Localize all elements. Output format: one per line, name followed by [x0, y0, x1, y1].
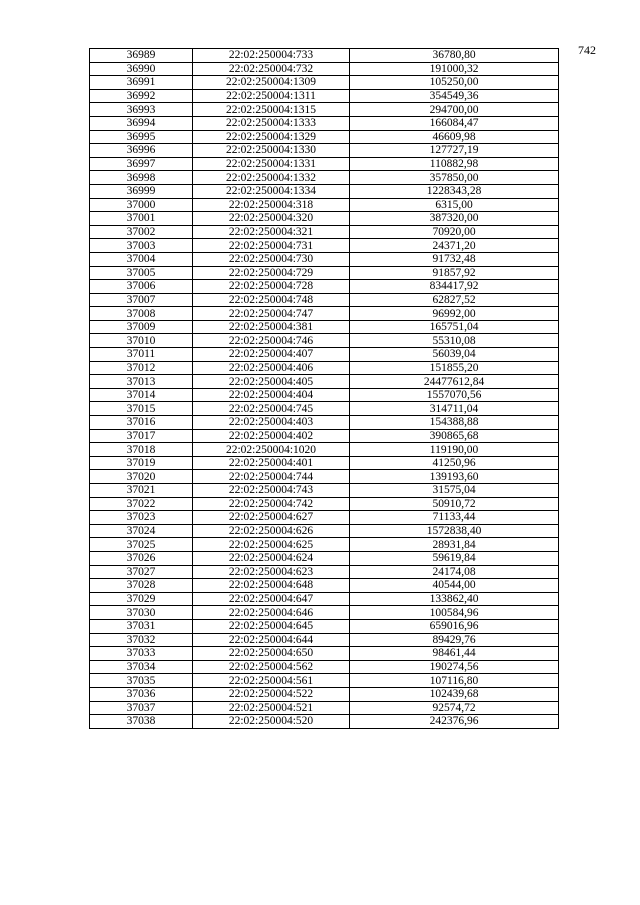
table-row — [90, 157, 559, 171]
row-number-cell: 37003 — [90, 239, 193, 253]
table-row — [90, 619, 559, 633]
table-row — [90, 647, 559, 661]
row-number-cell: 36992 — [90, 89, 193, 103]
table-row — [90, 293, 559, 307]
cadastral-number-cell: 22:02:250004:729 — [193, 266, 350, 280]
table-row — [90, 103, 559, 117]
cadastral-number-cell: 22:02:250004:626 — [193, 524, 350, 538]
table-row — [90, 388, 559, 402]
cadastral-number-cell: 22:02:250004:1309 — [193, 76, 350, 90]
row-number-cell: 37013 — [90, 375, 193, 389]
cadastral-number-cell: 22:02:250004:624 — [193, 551, 350, 565]
cadastral-number-cell: 22:02:250004:646 — [193, 606, 350, 620]
table-row — [90, 606, 559, 620]
cadastral-number-cell: 22:02:250004:627 — [193, 511, 350, 525]
table-row — [90, 375, 559, 389]
row-number-cell: 37012 — [90, 361, 193, 375]
table-row — [90, 280, 559, 294]
cadastral-number-cell: 22:02:250004:1020 — [193, 443, 350, 457]
cadastral-value-cell: 659016,96 — [350, 619, 559, 633]
cadastral-number-cell: 22:02:250004:625 — [193, 538, 350, 552]
row-number-cell: 37022 — [90, 497, 193, 511]
cadastral-number-cell: 22:02:250004:730 — [193, 252, 350, 266]
cadastral-value-cell: 107116,80 — [350, 674, 559, 688]
cadastral-number-cell: 22:02:250004:381 — [193, 320, 350, 334]
row-number-cell: 36996 — [90, 144, 193, 158]
cadastral-value-cell: 28931,84 — [350, 538, 559, 552]
row-number-cell: 37019 — [90, 456, 193, 470]
cadastral-value-cell: 191000,32 — [350, 62, 559, 76]
cadastral-number-cell: 22:02:250004:742 — [193, 497, 350, 511]
cadastral-value-cell: 133862,40 — [350, 592, 559, 606]
row-number-cell: 36991 — [90, 76, 193, 90]
cadastral-value-cell: 98461,44 — [350, 647, 559, 661]
cadastral-value-cell: 24371,20 — [350, 239, 559, 253]
cadastral-number-cell: 22:02:250004:522 — [193, 687, 350, 701]
table-row — [90, 239, 559, 253]
cadastral-number-cell: 22:02:250004:1332 — [193, 171, 350, 185]
cadastral-number-cell: 22:02:250004:731 — [193, 239, 350, 253]
row-number-cell: 37011 — [90, 348, 193, 362]
table-row — [90, 660, 559, 674]
cadastral-value-cell: 62827,52 — [350, 293, 559, 307]
cadastral-value-cell: 55310,08 — [350, 334, 559, 348]
table-row — [90, 130, 559, 144]
row-number-cell: 37018 — [90, 443, 193, 457]
cadastral-number-cell: 22:02:250004:407 — [193, 348, 350, 362]
row-number-cell: 37027 — [90, 565, 193, 579]
row-number-cell: 37017 — [90, 429, 193, 443]
table-row — [90, 579, 559, 593]
cadastral-number-cell: 22:02:250004:728 — [193, 280, 350, 294]
cadastral-number-cell: 22:02:250004:748 — [193, 293, 350, 307]
row-number-cell: 37025 — [90, 538, 193, 552]
row-number-cell: 36995 — [90, 130, 193, 144]
cadastral-value-cell: 91732,48 — [350, 252, 559, 266]
row-number-cell: 36998 — [90, 171, 193, 185]
table-row — [90, 307, 559, 321]
table-row — [90, 334, 559, 348]
table-row — [90, 76, 559, 90]
row-number-cell: 37030 — [90, 606, 193, 620]
row-number-cell: 37010 — [90, 334, 193, 348]
cadastral-value-cell: 41250,96 — [350, 456, 559, 470]
row-number-cell: 37035 — [90, 674, 193, 688]
cadastral-number-cell: 22:02:250004:401 — [193, 456, 350, 470]
cadastral-value-cell: 50910,72 — [350, 497, 559, 511]
row-number-cell: 37028 — [90, 579, 193, 593]
cadastral-value-cell: 89429,76 — [350, 633, 559, 647]
cadastral-value-cell: 242376,96 — [350, 715, 559, 729]
cadastral-value-cell: 40544,00 — [350, 579, 559, 593]
row-number-cell: 37009 — [90, 320, 193, 334]
cadastral-value-cell: 6315,00 — [350, 198, 559, 212]
cadastral-number-cell: 22:02:250004:644 — [193, 633, 350, 647]
cadastral-value-cell: 154388,88 — [350, 416, 559, 430]
cadastral-value-cell: 314711,04 — [350, 402, 559, 416]
table-row — [90, 184, 559, 198]
cadastral-number-cell: 22:02:250004:647 — [193, 592, 350, 606]
cadastral-value-cell: 165751,04 — [350, 320, 559, 334]
table-row — [90, 565, 559, 579]
row-number-cell: 37016 — [90, 416, 193, 430]
cadastral-value-cell: 834417,92 — [350, 280, 559, 294]
cadastral-value-cell: 56039,04 — [350, 348, 559, 362]
cadastral-number-cell: 22:02:250004:404 — [193, 388, 350, 402]
row-number-cell: 36990 — [90, 62, 193, 76]
cadastral-number-cell: 22:02:250004:405 — [193, 375, 350, 389]
cadastral-number-cell: 22:02:250004:562 — [193, 660, 350, 674]
table-row — [90, 416, 559, 430]
row-number-cell: 37026 — [90, 551, 193, 565]
row-number-cell: 36997 — [90, 157, 193, 171]
table-row — [90, 225, 559, 239]
cadastral-value-cell: 36780,80 — [350, 49, 559, 63]
table-row — [90, 320, 559, 334]
row-number-cell: 37038 — [90, 715, 193, 729]
table-row — [90, 361, 559, 375]
cadastral-number-cell: 22:02:250004:318 — [193, 198, 350, 212]
cadastral-number-cell: 22:02:250004:1329 — [193, 130, 350, 144]
cadastral-value-cell: 151855,20 — [350, 361, 559, 375]
row-number-cell: 37004 — [90, 252, 193, 266]
cadastral-value-table — [89, 48, 559, 729]
cadastral-number-cell: 22:02:250004:1334 — [193, 184, 350, 198]
cadastral-number-cell: 22:02:250004:744 — [193, 470, 350, 484]
cadastral-number-cell: 22:02:250004:648 — [193, 579, 350, 593]
cadastral-value-cell: 91857,92 — [350, 266, 559, 280]
cadastral-number-cell: 22:02:250004:520 — [193, 715, 350, 729]
page-number: 742 — [578, 43, 596, 57]
table-row — [90, 592, 559, 606]
row-number-cell: 37015 — [90, 402, 193, 416]
cadastral-number-cell: 22:02:250004:1315 — [193, 103, 350, 117]
cadastral-value-cell: 59619,84 — [350, 551, 559, 565]
row-number-cell: 37037 — [90, 701, 193, 715]
cadastral-value-cell: 1557070,56 — [350, 388, 559, 402]
table-row — [90, 198, 559, 212]
cadastral-value-cell: 119190,00 — [350, 443, 559, 457]
row-number-cell: 37034 — [90, 660, 193, 674]
cadastral-value-cell: 110882,98 — [350, 157, 559, 171]
cadastral-number-cell: 22:02:250004:402 — [193, 429, 350, 443]
cadastral-number-cell: 22:02:250004:733 — [193, 49, 350, 63]
cadastral-value-cell: 354549,36 — [350, 89, 559, 103]
table-row — [90, 144, 559, 158]
row-number-cell: 37007 — [90, 293, 193, 307]
table-row — [90, 89, 559, 103]
cadastral-number-cell: 22:02:250004:732 — [193, 62, 350, 76]
cadastral-value-cell: 139193,60 — [350, 470, 559, 484]
row-number-cell: 37014 — [90, 388, 193, 402]
table-row — [90, 252, 559, 266]
cadastral-number-cell: 22:02:250004:403 — [193, 416, 350, 430]
cadastral-number-cell: 22:02:250004:521 — [193, 701, 350, 715]
row-number-cell: 36993 — [90, 103, 193, 117]
cadastral-number-cell: 22:02:250004:406 — [193, 361, 350, 375]
cadastral-number-cell: 22:02:250004:623 — [193, 565, 350, 579]
cadastral-value-cell: 1572838,40 — [350, 524, 559, 538]
row-number-cell: 37020 — [90, 470, 193, 484]
row-number-cell: 37029 — [90, 592, 193, 606]
table-row — [90, 116, 559, 130]
cadastral-value-cell: 100584,96 — [350, 606, 559, 620]
row-number-cell: 37005 — [90, 266, 193, 280]
table-row — [90, 687, 559, 701]
cadastral-number-cell: 22:02:250004:650 — [193, 647, 350, 661]
cadastral-number-cell: 22:02:250004:1330 — [193, 144, 350, 158]
table-row — [90, 456, 559, 470]
cadastral-number-cell: 22:02:250004:645 — [193, 619, 350, 633]
row-number-cell: 37006 — [90, 280, 193, 294]
cadastral-number-cell: 22:02:250004:561 — [193, 674, 350, 688]
cadastral-number-cell: 22:02:250004:745 — [193, 402, 350, 416]
cadastral-number-cell: 22:02:250004:743 — [193, 484, 350, 498]
row-number-cell: 37031 — [90, 619, 193, 633]
table-row — [90, 524, 559, 538]
table-row — [90, 470, 559, 484]
table-row — [90, 212, 559, 226]
cadastral-value-cell: 102439,68 — [350, 687, 559, 701]
cadastral-number-cell: 22:02:250004:1333 — [193, 116, 350, 130]
row-number-cell: 36999 — [90, 184, 193, 198]
table-row — [90, 429, 559, 443]
cadastral-number-cell: 22:02:250004:746 — [193, 334, 350, 348]
table-row — [90, 633, 559, 647]
row-number-cell: 37000 — [90, 198, 193, 212]
table-row — [90, 715, 559, 729]
cadastral-value-cell: 127727,19 — [350, 144, 559, 158]
cadastral-number-cell: 22:02:250004:747 — [193, 307, 350, 321]
table-row — [90, 266, 559, 280]
row-number-cell: 37023 — [90, 511, 193, 525]
row-number-cell: 36994 — [90, 116, 193, 130]
cadastral-value-cell: 70920,00 — [350, 225, 559, 239]
cadastral-value-cell: 24477612,84 — [350, 375, 559, 389]
table-row — [90, 49, 559, 63]
cadastral-number-cell: 22:02:250004:321 — [193, 225, 350, 239]
table-row — [90, 701, 559, 715]
cadastral-number-cell: 22:02:250004:1311 — [193, 89, 350, 103]
table-row — [90, 348, 559, 362]
cadastral-value-cell: 357850,00 — [350, 171, 559, 185]
cadastral-value-cell: 294700,00 — [350, 103, 559, 117]
row-number-cell: 37036 — [90, 687, 193, 701]
cadastral-number-cell: 22:02:250004:320 — [193, 212, 350, 226]
row-number-cell: 37032 — [90, 633, 193, 647]
cadastral-number-cell: 22:02:250004:1331 — [193, 157, 350, 171]
row-number-cell: 37002 — [90, 225, 193, 239]
cadastral-value-cell: 1228343,28 — [350, 184, 559, 198]
row-number-cell: 37001 — [90, 212, 193, 226]
table-row — [90, 62, 559, 76]
table-row — [90, 511, 559, 525]
cadastral-value-cell: 92574,72 — [350, 701, 559, 715]
cadastral-value-cell: 387320,00 — [350, 212, 559, 226]
table-row — [90, 443, 559, 457]
cadastral-value-cell: 46609,98 — [350, 130, 559, 144]
table-row — [90, 484, 559, 498]
cadastral-value-cell: 390865,68 — [350, 429, 559, 443]
cadastral-value-cell: 31575,04 — [350, 484, 559, 498]
cadastral-value-cell: 166084,47 — [350, 116, 559, 130]
row-number-cell: 37021 — [90, 484, 193, 498]
table-row — [90, 171, 559, 185]
table-row — [90, 402, 559, 416]
table-row — [90, 497, 559, 511]
table-row — [90, 551, 559, 565]
cadastral-value-cell: 105250,00 — [350, 76, 559, 90]
cadastral-value-cell: 96992,00 — [350, 307, 559, 321]
row-number-cell: 36989 — [90, 49, 193, 63]
row-number-cell: 37033 — [90, 647, 193, 661]
cadastral-value-cell: 190274,56 — [350, 660, 559, 674]
table-body — [90, 49, 559, 729]
table-row — [90, 538, 559, 552]
row-number-cell: 37024 — [90, 524, 193, 538]
table-row — [90, 674, 559, 688]
row-number-cell: 37008 — [90, 307, 193, 321]
cadastral-value-cell: 24174,08 — [350, 565, 559, 579]
cadastral-value-cell: 71133,44 — [350, 511, 559, 525]
